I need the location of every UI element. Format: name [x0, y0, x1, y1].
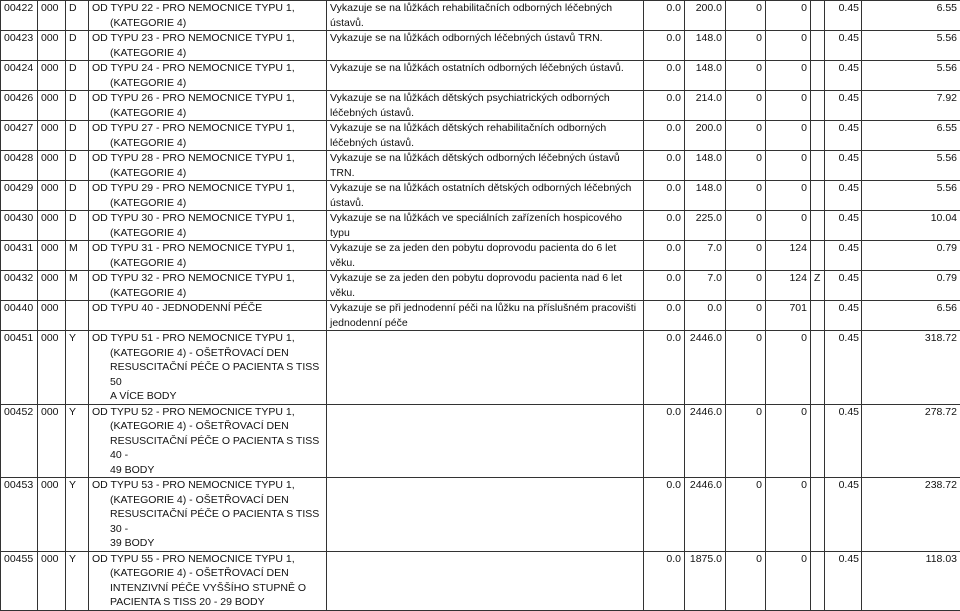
name-continuation: (KATEGORIE 4) - OŠETŘOVACÍ DEN [92, 419, 323, 434]
cell-type: D [66, 1, 89, 31]
cell-value-d: 701 [766, 301, 811, 331]
cell-subcode: 000 [38, 151, 66, 181]
cell-type: D [66, 61, 89, 91]
cell-value-g: 118.03 [862, 551, 960, 610]
cell-type: M [66, 241, 89, 271]
cell-subcode: 000 [38, 121, 66, 151]
cell-value-g: 7.92 [862, 91, 960, 121]
cell-subcode: 000 [38, 271, 66, 301]
cell-value-a: 0.0 [644, 271, 685, 301]
cell-value-b: 148.0 [685, 61, 726, 91]
cell-type: Y [66, 331, 89, 405]
name-line: OD TYPU 23 - PRO NEMOCNICE TYPU 1, [92, 32, 295, 44]
name-continuation: 49 BODY [92, 463, 323, 478]
table-row [1, 31, 960, 61]
table-row [1, 478, 960, 552]
cell-value-d: 0 [766, 211, 811, 241]
cell-value-c: 0 [726, 61, 766, 91]
cell-value-g: 5.56 [862, 151, 960, 181]
cell-code: 00452 [1, 404, 38, 478]
cell-description: Vykazuje se na lůžkách ve speciálních zařízeních hospicového typu [327, 211, 644, 241]
name-line: OD TYPU 53 - PRO NEMOCNICE TYPU 1, [92, 479, 295, 491]
cell-value-f: 0.45 [825, 1, 862, 31]
cell-value-g: 5.56 [862, 181, 960, 211]
cell-code: 00426 [1, 91, 38, 121]
cell-value-f: 0.45 [825, 301, 862, 331]
cell-value-g: 6.56 [862, 301, 960, 331]
cell-value-c: 0 [726, 211, 766, 241]
cell-code: 00428 [1, 151, 38, 181]
name-continuation: (KATEGORIE 4) [92, 226, 323, 241]
name-continuation: 39 BODY [92, 536, 323, 551]
cell-value-c: 0 [726, 181, 766, 211]
cell-value-f: 0.45 [825, 61, 862, 91]
cell-value-c: 0 [726, 301, 766, 331]
table-row [1, 271, 960, 301]
name-continuation: (KATEGORIE 4) - OŠETŘOVACÍ DEN [92, 493, 323, 508]
cell-type: D [66, 151, 89, 181]
cell-name [89, 551, 327, 610]
cell-subcode: 000 [38, 551, 66, 610]
cell-description [327, 404, 644, 478]
name-continuation: (KATEGORIE 4) [92, 196, 323, 211]
cell-value-d: 0 [766, 121, 811, 151]
cell-value-d: 124 [766, 241, 811, 271]
name-continuation: INTENZIVNÍ PÉČE VYŠŠÍHO STUPNĚ O [92, 581, 323, 596]
cell-description: Vykazuje se na lůžkách ostatních odborných léčebných ústavů. [327, 61, 644, 91]
cell-value-c: 0 [726, 271, 766, 301]
table-row [1, 121, 960, 151]
name-continuation: (KATEGORIE 4) [92, 46, 323, 61]
cell-flag [811, 211, 825, 241]
cell-value-g: 6.55 [862, 121, 960, 151]
cell-value-f: 0.45 [825, 91, 862, 121]
cell-value-c: 0 [726, 551, 766, 610]
cell-flag [811, 551, 825, 610]
cell-value-f: 0.45 [825, 211, 862, 241]
name-continuation: (KATEGORIE 4) [92, 136, 323, 151]
cell-description: Vykazuje se na lůžkách dětských odborných léčebných ústavů TRN. [327, 151, 644, 181]
cell-value-a: 0.0 [644, 61, 685, 91]
name-line: OD TYPU 27 - PRO NEMOCNICE TYPU 1, [92, 122, 295, 134]
cell-name [89, 271, 327, 301]
cell-value-a: 0.0 [644, 331, 685, 405]
cell-value-c: 0 [726, 151, 766, 181]
cell-value-d: 0 [766, 91, 811, 121]
table-row [1, 181, 960, 211]
cell-value-f: 0.45 [825, 271, 862, 301]
cell-description [327, 478, 644, 552]
cell-description: Vykazuje se za jeden den pobytu doprovodu pacienta nad 6 let věku. [327, 271, 644, 301]
cell-flag [811, 61, 825, 91]
name-continuation: (KATEGORIE 4) [92, 256, 323, 271]
cell-value-c: 0 [726, 31, 766, 61]
cell-value-f: 0.45 [825, 478, 862, 552]
name-line: OD TYPU 32 - PRO NEMOCNICE TYPU 1, [92, 272, 295, 284]
cell-type: Y [66, 404, 89, 478]
cell-subcode: 000 [38, 331, 66, 405]
cell-subcode: 000 [38, 301, 66, 331]
cell-value-d: 124 [766, 271, 811, 301]
cell-value-a: 0.0 [644, 151, 685, 181]
name-continuation: (KATEGORIE 4) [92, 286, 323, 301]
cell-flag [811, 31, 825, 61]
cell-value-b: 7.0 [685, 241, 726, 271]
cell-value-d: 0 [766, 151, 811, 181]
cell-code: 00455 [1, 551, 38, 610]
cell-code: 00451 [1, 331, 38, 405]
cell-value-b: 0.0 [685, 301, 726, 331]
cell-value-a: 0.0 [644, 91, 685, 121]
cell-description [327, 331, 644, 405]
cell-name [89, 121, 327, 151]
name-line: OD TYPU 31 - PRO NEMOCNICE TYPU 1, [92, 242, 295, 254]
cell-value-f: 0.45 [825, 241, 862, 271]
table-row [1, 211, 960, 241]
cell-value-d: 0 [766, 31, 811, 61]
cell-flag [811, 301, 825, 331]
cell-value-a: 0.0 [644, 404, 685, 478]
name-continuation: (KATEGORIE 4) [92, 16, 323, 31]
cell-value-c: 0 [726, 91, 766, 121]
cell-value-d: 0 [766, 404, 811, 478]
name-line: OD TYPU 24 - PRO NEMOCNICE TYPU 1, [92, 62, 295, 74]
name-continuation: (KATEGORIE 4) - OŠETŘOVACÍ DEN [92, 346, 323, 361]
cell-value-b: 2446.0 [685, 404, 726, 478]
cell-value-c: 0 [726, 404, 766, 478]
cell-type: D [66, 181, 89, 211]
cell-type: Y [66, 551, 89, 610]
cell-subcode: 000 [38, 404, 66, 478]
cell-flag [811, 121, 825, 151]
cell-subcode: 000 [38, 241, 66, 271]
cell-value-g: 5.56 [862, 61, 960, 91]
cell-name [89, 151, 327, 181]
cell-description: Vykazuje se na lůžkách dětských rehabilitačních odborných léčebných ústavů. [327, 121, 644, 151]
cell-value-b: 148.0 [685, 181, 726, 211]
cell-value-g: 6.55 [862, 1, 960, 31]
cell-name [89, 1, 327, 31]
table-row [1, 551, 960, 610]
cell-value-a: 0.0 [644, 301, 685, 331]
cell-type: M [66, 271, 89, 301]
cell-value-a: 0.0 [644, 31, 685, 61]
cell-flag: Z [811, 271, 825, 301]
cell-name [89, 31, 327, 61]
cell-value-b: 148.0 [685, 31, 726, 61]
cell-value-b: 200.0 [685, 121, 726, 151]
cell-flag [811, 331, 825, 405]
cell-value-c: 0 [726, 121, 766, 151]
cell-value-c: 0 [726, 478, 766, 552]
cell-value-g: 5.56 [862, 31, 960, 61]
table-row [1, 151, 960, 181]
cell-value-a: 0.0 [644, 551, 685, 610]
cell-subcode: 000 [38, 211, 66, 241]
cell-name [89, 211, 327, 241]
cell-subcode: 000 [38, 91, 66, 121]
cell-value-g: 238.72 [862, 478, 960, 552]
cell-value-b: 2446.0 [685, 478, 726, 552]
cell-subcode: 000 [38, 61, 66, 91]
cell-name [89, 91, 327, 121]
cell-value-b: 200.0 [685, 1, 726, 31]
cell-value-b: 7.0 [685, 271, 726, 301]
cell-value-c: 0 [726, 241, 766, 271]
table-row [1, 331, 960, 405]
cell-subcode: 000 [38, 31, 66, 61]
cell-code: 00431 [1, 241, 38, 271]
cell-value-g: 318.72 [862, 331, 960, 405]
name-continuation: RESUSCITAČNÍ PÉČE O PACIENTA S TISS 50 [92, 360, 323, 389]
cell-value-g: 0.79 [862, 271, 960, 301]
cell-code: 00430 [1, 211, 38, 241]
name-line: OD TYPU 51 - PRO NEMOCNICE TYPU 1, [92, 332, 295, 344]
name-line: OD TYPU 29 - PRO NEMOCNICE TYPU 1, [92, 182, 295, 194]
cell-value-g: 10.04 [862, 211, 960, 241]
cell-value-a: 0.0 [644, 211, 685, 241]
cell-type: D [66, 121, 89, 151]
cell-flag [811, 181, 825, 211]
name-continuation: (KATEGORIE 4) [92, 76, 323, 91]
cell-value-b: 2446.0 [685, 331, 726, 405]
cell-value-d: 0 [766, 61, 811, 91]
table-row [1, 61, 960, 91]
cell-value-f: 0.45 [825, 331, 862, 405]
cell-value-g: 0.79 [862, 241, 960, 271]
cell-name [89, 301, 327, 331]
table-row [1, 1, 960, 31]
cell-type: Y [66, 478, 89, 552]
cell-type: D [66, 31, 89, 61]
name-continuation: RESUSCITAČNÍ PÉČE O PACIENTA S TISS 30 - [92, 507, 323, 536]
cell-name [89, 404, 327, 478]
cell-value-d: 0 [766, 1, 811, 31]
cell-flag [811, 241, 825, 271]
name-line: OD TYPU 55 - PRO NEMOCNICE TYPU 1, [92, 553, 295, 565]
table-row [1, 91, 960, 121]
cell-flag [811, 478, 825, 552]
cell-value-d: 0 [766, 331, 811, 405]
cell-type: D [66, 91, 89, 121]
cell-flag [811, 1, 825, 31]
cell-value-d: 0 [766, 478, 811, 552]
cell-value-d: 0 [766, 551, 811, 610]
cell-code: 00453 [1, 478, 38, 552]
cell-code: 00427 [1, 121, 38, 151]
cell-value-a: 0.0 [644, 241, 685, 271]
cell-value-f: 0.45 [825, 181, 862, 211]
cell-code: 00423 [1, 31, 38, 61]
name-continuation: A VÍCE BODY [92, 389, 323, 404]
name-continuation: (KATEGORIE 4) [92, 106, 323, 121]
cell-subcode: 000 [38, 1, 66, 31]
name-continuation: (KATEGORIE 4) [92, 166, 323, 181]
table-row [1, 301, 960, 331]
name-continuation: RESUSCITAČNÍ PÉČE O PACIENTA S TISS 40 - [92, 434, 323, 463]
cell-value-f: 0.45 [825, 151, 862, 181]
table-row [1, 241, 960, 271]
cell-value-b: 148.0 [685, 151, 726, 181]
cell-description: Vykazuje se na lůžkách dětských psychiatrických odborných léčebných ústavů. [327, 91, 644, 121]
cell-subcode: 000 [38, 181, 66, 211]
cell-type: D [66, 211, 89, 241]
cell-name [89, 181, 327, 211]
name-line: OD TYPU 40 - JEDNODENNÍ PÉČE [92, 302, 262, 314]
cell-flag [811, 151, 825, 181]
name-line: OD TYPU 28 - PRO NEMOCNICE TYPU 1, [92, 152, 295, 164]
cell-value-a: 0.0 [644, 1, 685, 31]
cell-code: 00440 [1, 301, 38, 331]
cell-value-a: 0.0 [644, 121, 685, 151]
name-continuation: (KATEGORIE 4) - OŠETŘOVACÍ DEN [92, 566, 323, 581]
name-line: OD TYPU 52 - PRO NEMOCNICE TYPU 1, [92, 406, 295, 418]
cell-name [89, 478, 327, 552]
cell-value-f: 0.45 [825, 551, 862, 610]
table-row [1, 404, 960, 478]
cell-code: 00429 [1, 181, 38, 211]
cell-description: Vykazuje se při jednodenní péči na lůžku na příslušném pracovišti jednodenní péče [327, 301, 644, 331]
cell-description: Vykazuje se na lůžkách rehabilitačních odborných léčebných ústavů. [327, 1, 644, 31]
cell-value-a: 0.0 [644, 478, 685, 552]
cell-code: 00422 [1, 1, 38, 31]
cell-flag [811, 404, 825, 478]
cell-value-f: 0.45 [825, 404, 862, 478]
cell-name [89, 241, 327, 271]
cell-description [327, 551, 644, 610]
cell-value-b: 214.0 [685, 91, 726, 121]
name-line: OD TYPU 26 - PRO NEMOCNICE TYPU 1, [92, 92, 295, 104]
cell-value-d: 0 [766, 181, 811, 211]
name-line: OD TYPU 30 - PRO NEMOCNICE TYPU 1, [92, 212, 295, 224]
cell-description: Vykazuje se za jeden den pobytu doprovodu pacienta do 6 let věku. [327, 241, 644, 271]
cell-flag [811, 91, 825, 121]
cell-value-a: 0.0 [644, 181, 685, 211]
cell-description: Vykazuje se na lůžkách ostatních dětských odborných léčebných ústavů. [327, 181, 644, 211]
cell-name [89, 331, 327, 405]
cell-value-c: 0 [726, 331, 766, 405]
cell-value-b: 1875.0 [685, 551, 726, 610]
cell-value-c: 0 [726, 1, 766, 31]
cell-code: 00432 [1, 271, 38, 301]
cell-subcode: 000 [38, 478, 66, 552]
cell-description: Vykazuje se na lůžkách odborných léčebných ústavů TRN. [327, 31, 644, 61]
cell-name [89, 61, 327, 91]
cell-value-g: 278.72 [862, 404, 960, 478]
name-continuation: PACIENTA S TISS 20 - 29 BODY [92, 595, 323, 610]
name-line: OD TYPU 22 - PRO NEMOCNICE TYPU 1, [92, 2, 295, 14]
cell-value-f: 0.45 [825, 121, 862, 151]
cell-value-f: 0.45 [825, 31, 862, 61]
cell-code: 00424 [1, 61, 38, 91]
cell-value-b: 225.0 [685, 211, 726, 241]
cell-type [66, 301, 89, 331]
